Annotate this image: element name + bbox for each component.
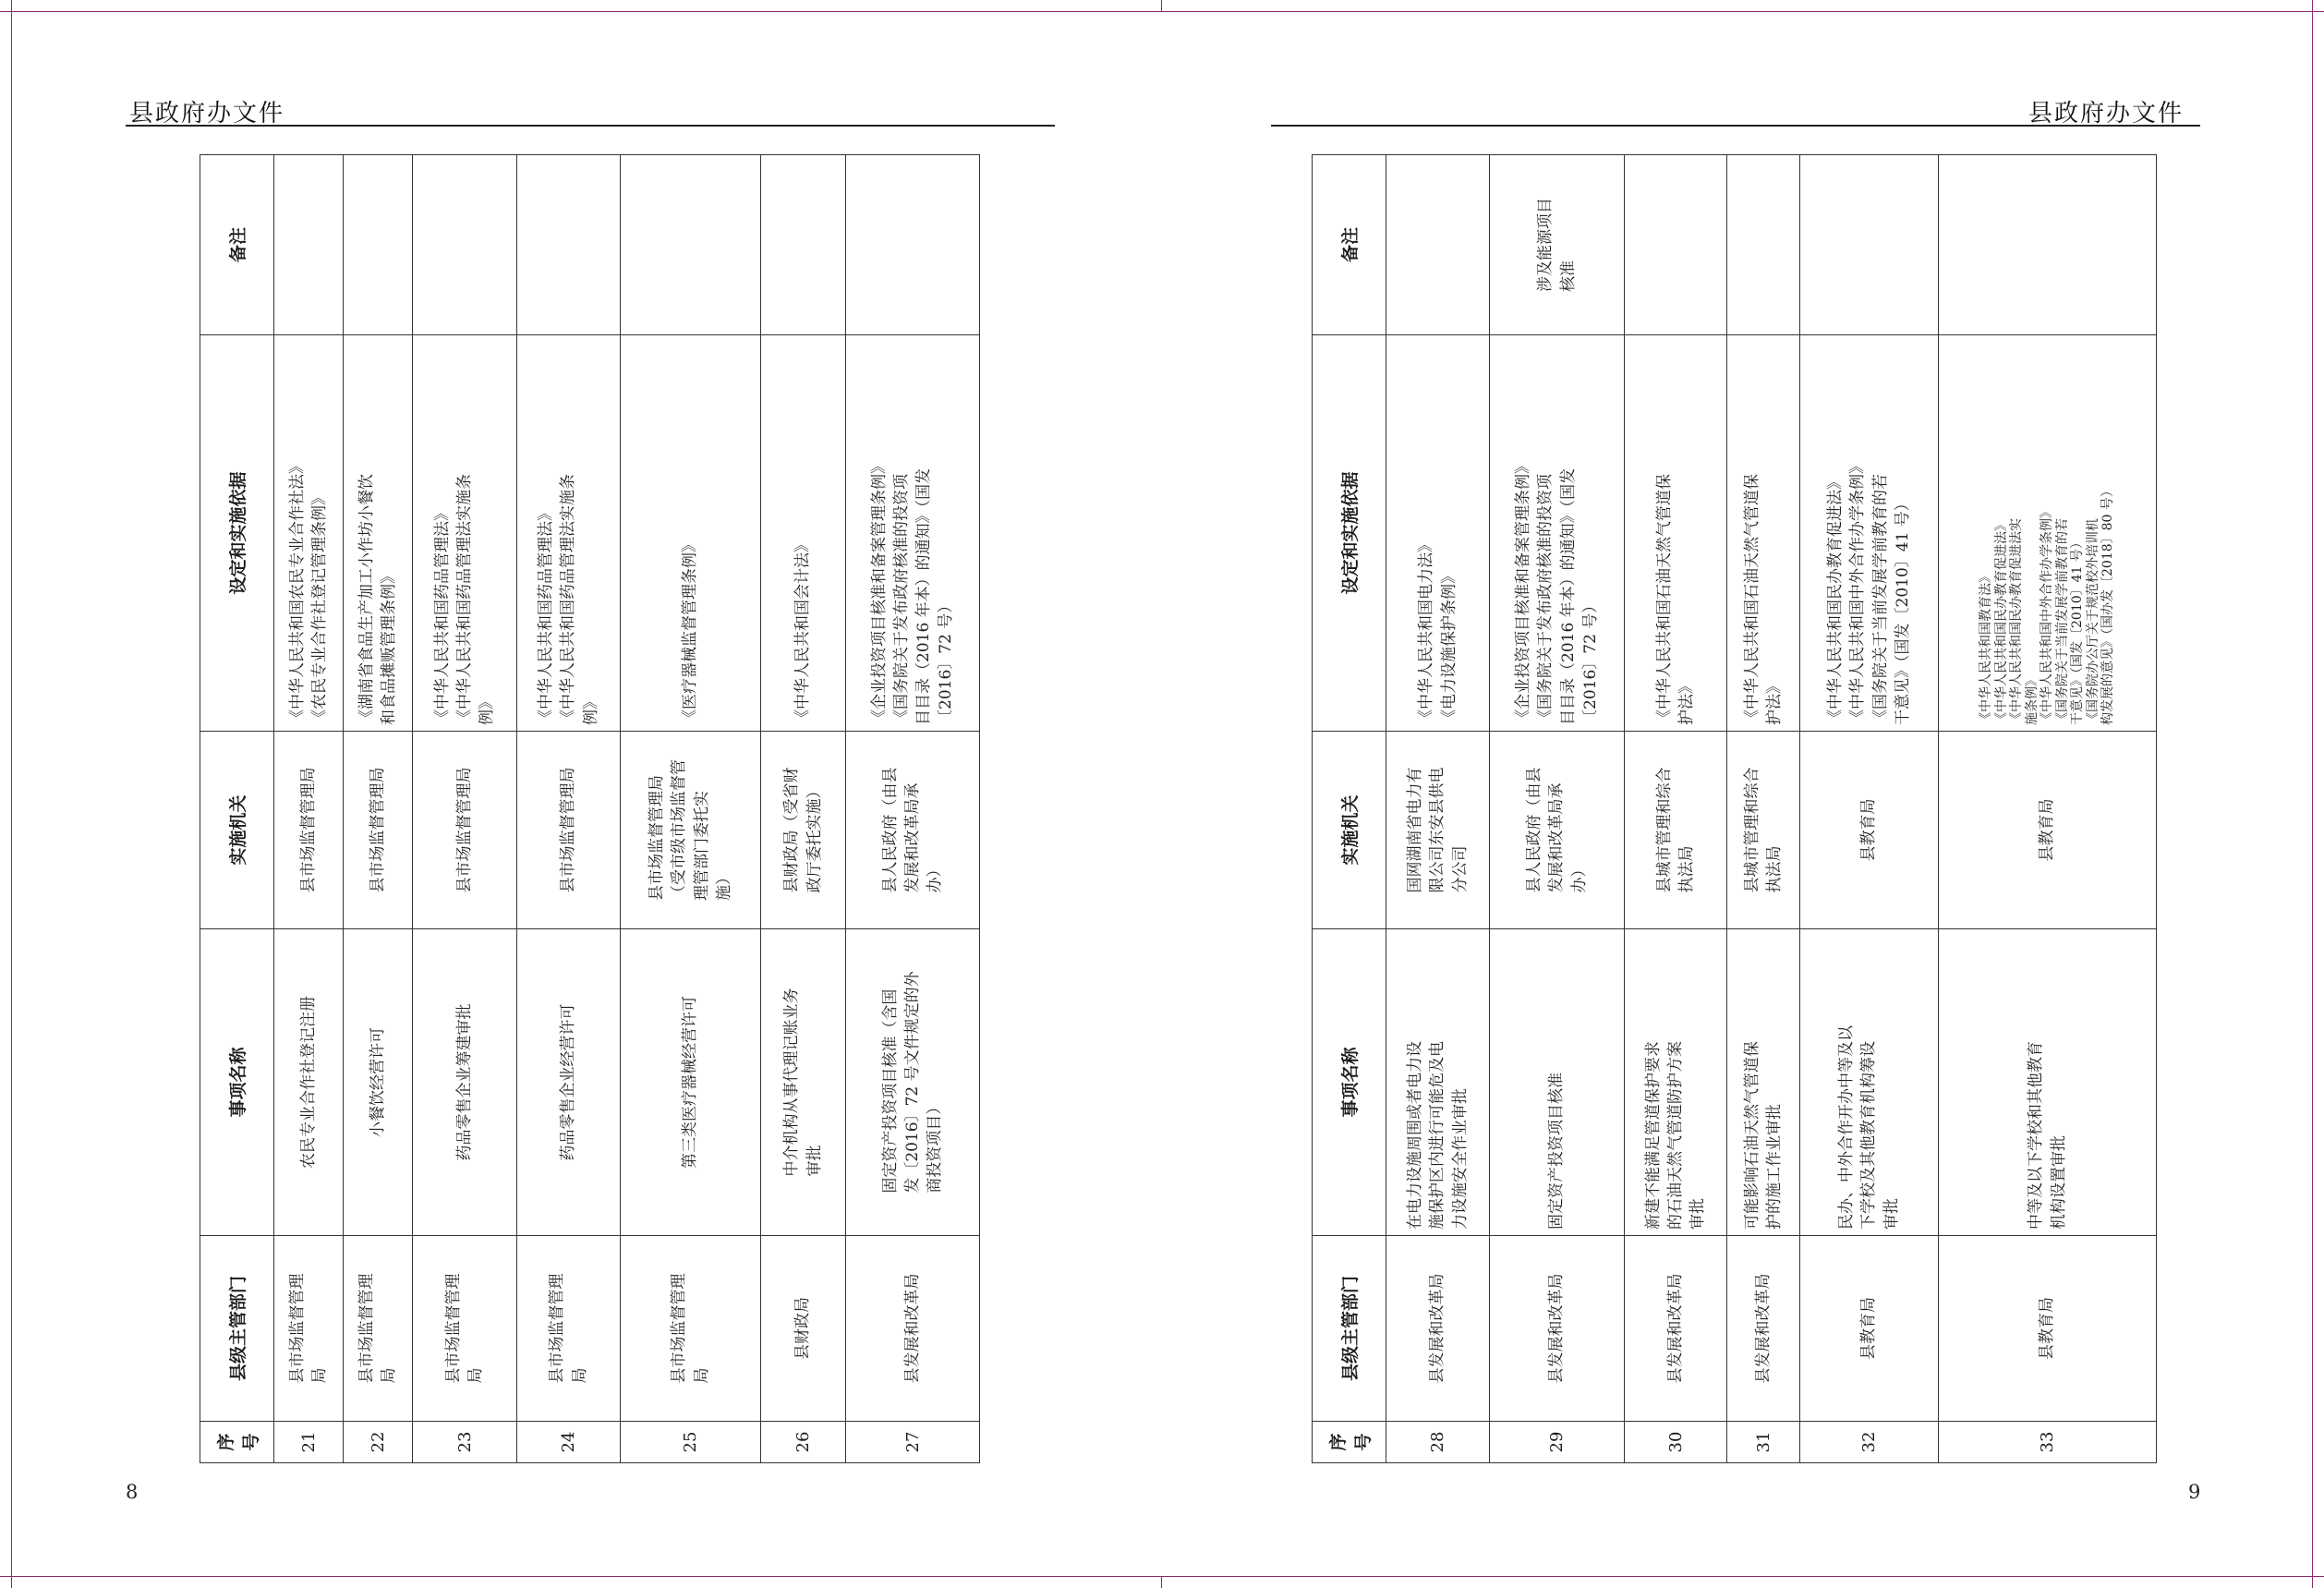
- seq-cell: 24: [559, 1431, 578, 1453]
- basis-cell: 《中华人民共和国民办教育促进法》 《中华人民共和国中外合作办学条例》 《国务院关于当前发展学前教育的若 干意见》（国发〔2010〕41 号）: [1826, 458, 1912, 725]
- table-row: [1625, 155, 1727, 1463]
- basis-header: 设定和实施依据: [1340, 471, 1361, 595]
- basis-cell: 《中华人民共和国药品管理法》 《中华人民共和国药品管理法实施条 例》: [432, 474, 497, 725]
- agency-cell: 县市场监督管理局: [298, 767, 318, 893]
- table-row: [1800, 155, 1939, 1463]
- crop-mark: [0, 1576, 2324, 1577]
- note-cell: [909, 155, 916, 334]
- note-cell: [2044, 155, 2052, 334]
- basis-cell: 《中华人民共和国药品管理法》 《中华人民共和国药品管理法实施条 例》: [537, 474, 600, 725]
- left-header-rule: [126, 125, 1055, 127]
- left-page-number: 8: [126, 1481, 139, 1503]
- dept-cell: 县教育局: [1859, 1297, 1879, 1360]
- table-header-row: [200, 155, 274, 1463]
- dept-cell: 县市场监督管理 局: [443, 1273, 485, 1384]
- dept-cell: 县市场监督管理 局: [357, 1273, 398, 1384]
- seq-header: 序 号: [215, 1433, 261, 1451]
- agency-cell: 县市场监督管理局: [454, 767, 474, 893]
- dept-cell: 县发展和改革局: [1753, 1273, 1773, 1384]
- note-cell: [800, 155, 807, 334]
- agency-header: 实施机关: [228, 794, 248, 866]
- table-row: [621, 155, 761, 1463]
- crop-mark: [1161, 0, 1162, 11]
- table-row: [1490, 155, 1625, 1463]
- table-row: [1386, 155, 1490, 1463]
- note-cell: [1760, 155, 1767, 334]
- basis-header: 设定和实施依据: [228, 471, 248, 595]
- item-cell: 药品零售企业筹建审批: [454, 1003, 474, 1161]
- agency-cell: 县人民政府（由县 发展和改革局承 办）: [880, 767, 945, 893]
- agency-cell: 县财政局（受省财 政厅委托实施）: [782, 767, 824, 893]
- basis-cell: 《中华人民共和国石油天然气管道保 护法》: [1742, 474, 1784, 725]
- note-cell: [305, 155, 312, 334]
- item-header: 事项名称: [228, 1047, 248, 1118]
- left-table: [200, 155, 980, 1463]
- table-row: [1727, 155, 1800, 1463]
- dept-cell: 县发展和改革局: [902, 1273, 922, 1384]
- agency-cell: 县市场监督管理局: [368, 767, 387, 893]
- note-header: 备注: [1340, 227, 1361, 263]
- dept-cell: 县财政局: [793, 1297, 813, 1360]
- basis-cell: 《企业投资项目核准和备案管理条例》 《国务院关于发布政府核准的投资项 目目录（2016 年本）的通知》（国发 〔2016〕72 号）: [869, 458, 956, 725]
- seq-cell: 28: [1428, 1431, 1447, 1453]
- table-row: [846, 155, 980, 1463]
- agency-cell: 国网湖南省电力有 限公司东安县供电 分公司: [1406, 767, 1470, 893]
- note-cell: [687, 155, 695, 334]
- basis-cell: 《中华人民共和国会计法》: [793, 537, 813, 725]
- note-cell: [1434, 155, 1442, 334]
- agency-cell: 县教育局: [2038, 798, 2057, 862]
- seq-cell: 23: [454, 1431, 475, 1453]
- item-cell: 固定资产投资项目核准: [1547, 1073, 1567, 1230]
- seq-cell: 21: [298, 1431, 319, 1453]
- crop-mark: [11, 0, 12, 1588]
- basis-cell: 《湖南省食品生产加工小作坊小餐饮 和食品摊贩管理条例》: [357, 474, 398, 725]
- basis-cell: 《医疗器械监督管理条例》: [681, 537, 700, 725]
- right-page-header: 县政府办文件: [2028, 100, 2185, 127]
- dept-cell: 县发展和改革局: [1428, 1273, 1447, 1384]
- note-cell: [1672, 155, 1679, 334]
- item-cell: 小餐饮经营许可: [368, 1027, 387, 1137]
- item-cell: 第三类医疗器械经营许可: [681, 996, 700, 1169]
- note-cell: [1866, 155, 1873, 334]
- note-cell: [374, 155, 381, 334]
- table-row: [1939, 155, 2157, 1463]
- item-cell: 中介机构从事代理记账业务 审批: [782, 988, 824, 1177]
- seq-cell: 30: [1665, 1431, 1686, 1453]
- item-cell: 中等及以下学校和其他教育 机构设置审批: [2027, 1041, 2068, 1230]
- seq-cell: 32: [1859, 1431, 1879, 1453]
- right-table: [1312, 155, 2157, 1463]
- agency-cell: 县城市管理和综合 执法局: [1742, 767, 1784, 893]
- dept-cell: 县教育局: [2038, 1297, 2057, 1360]
- crop-mark: [1161, 1576, 1162, 1588]
- dept-cell: 县市场监督管理 局: [670, 1273, 711, 1384]
- item-cell: 民办、中外合作开办中等及以 下学校及其他教育机构筹设 审批: [1837, 1025, 1901, 1230]
- dept-header: 县级主管部门: [1340, 1276, 1361, 1382]
- table-row: [517, 155, 621, 1463]
- dept-cell: 县发展和改革局: [1547, 1273, 1567, 1384]
- table-row: [413, 155, 517, 1463]
- crop-mark: [2312, 0, 2313, 1588]
- item-cell: 药品零售企业经营许可: [559, 1003, 578, 1161]
- seq-cell: 27: [902, 1431, 923, 1453]
- dept-cell: 县市场监督管理 局: [287, 1273, 329, 1384]
- agency-cell: 县教育局: [1859, 798, 1879, 862]
- crop-mark: [0, 11, 2324, 12]
- table-row: [761, 155, 846, 1463]
- table-header-row: [1313, 155, 1386, 1463]
- basis-cell: 《中华人民共和国电力法》 《电力设施保护条例》: [1417, 537, 1459, 725]
- item-cell: 新建不能满足管道保护要求 的石油天然气管道防护方案 审批: [1643, 1041, 1708, 1230]
- left-page-header: 县政府办文件: [129, 100, 285, 127]
- item-cell: 可能影响石油天然气管道保 护的施工作业审批: [1742, 1041, 1784, 1230]
- note-cell: 涉及能源项目 核准: [1536, 198, 1578, 292]
- right-page-number: 9: [2188, 1481, 2201, 1503]
- agency-cell: 县市场监督管理局: [559, 767, 578, 893]
- agency-cell: 县人民政府（由县 发展和改革局承 办）: [1525, 767, 1589, 893]
- item-cell: 在电力设施周围或者电力设 施保护区内进行可能危及电 力设施安全作业审批: [1406, 1041, 1470, 1230]
- seq-cell: 33: [2038, 1431, 2057, 1453]
- seq-cell: 25: [681, 1431, 700, 1453]
- note-header: 备注: [228, 227, 248, 263]
- seq-header: 序 号: [1327, 1433, 1374, 1451]
- seq-cell: 29: [1547, 1431, 1567, 1453]
- seq-cell: 22: [368, 1431, 388, 1453]
- agency-cell: 县城市管理和综合 执法局: [1654, 767, 1696, 893]
- note-cell: [461, 155, 468, 334]
- right-header-rule: [1271, 125, 2200, 127]
- item-cell: 农民专业合作社登记注册: [298, 996, 318, 1169]
- basis-cell: 《中华人民共和国农民专业合作社法》 《农民专业合作社登记管理条例》: [287, 458, 329, 725]
- table-row: [344, 155, 413, 1463]
- seq-cell: 31: [1753, 1431, 1773, 1453]
- dept-header: 县级主管部门: [228, 1276, 248, 1382]
- agency-cell: 县市场监督管理局 （受市级市场监督管 理管部门委托实 施）: [648, 759, 733, 901]
- dept-cell: 县市场监督管理 局: [548, 1273, 589, 1384]
- item-cell: 固定资产投资项目核准（含国 发〔2016〕72 号文件规定的外 商投资项目）: [880, 971, 945, 1194]
- dept-cell: 县发展和改革局: [1665, 1273, 1685, 1384]
- note-cell: [565, 155, 573, 334]
- basis-cell: 《企业投资项目核准和备案管理条例》 《国务院关于发布政府核准的投资项 目目录（2016 年本）的通知》（国发 〔2016〕72 号）: [1514, 458, 1600, 725]
- table-row: [274, 155, 344, 1463]
- basis-cell: 《中华人民共和国石油天然气管道保 护法》: [1654, 474, 1696, 725]
- seq-cell: 26: [793, 1431, 813, 1453]
- agency-header: 实施机关: [1340, 794, 1361, 866]
- basis-cell: 《中华人民共和国教育法》 《中华人民共和国民办教育促进法》 《中华人民共和国民办教育促进法实 施条例》 《中华人民共和国中外合作办学条例》 《国务院关于当前发展学前教育的若 干意见》（国发〔2010〕41 号） 《国务院办公厅关于规范校外培训机 构发展的意见》（国办发〔2018〕80 号）: [1979, 484, 2116, 725]
- item-header: 事项名称: [1340, 1047, 1361, 1118]
